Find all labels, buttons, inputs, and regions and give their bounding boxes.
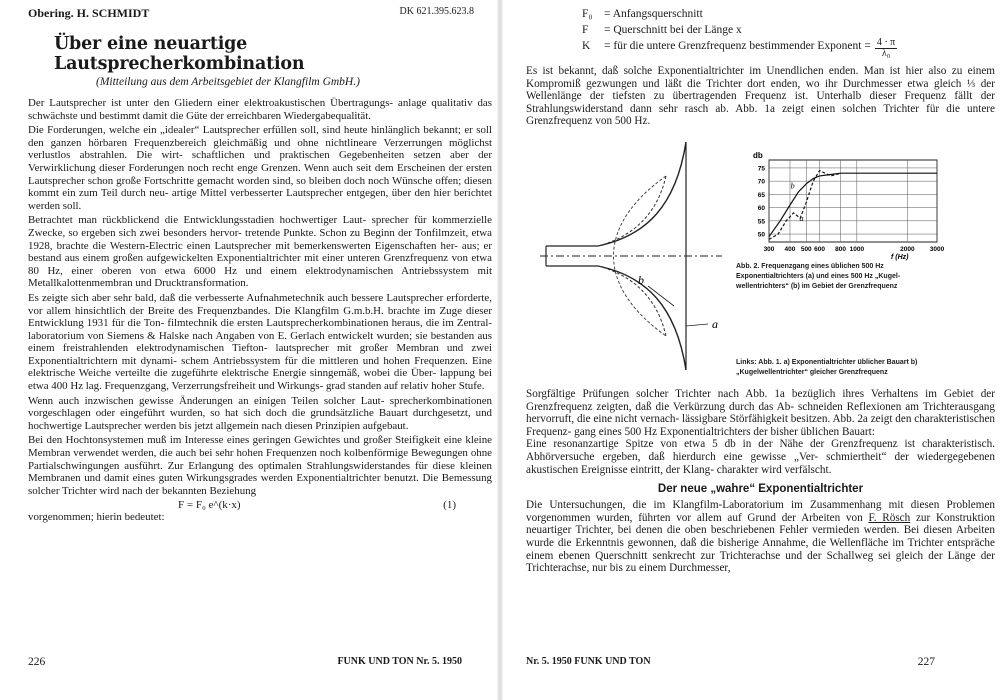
dk-classification: DK 621.395.623.8: [399, 6, 474, 17]
definition-text: = Querschnitt bei der Länge x: [604, 24, 742, 36]
left-page: [0, 0, 500, 700]
x-tick-label: 300: [763, 245, 775, 253]
article-title: Über eine neuartige Lautsprecherkombination: [54, 34, 305, 74]
y-tick-label: 70: [757, 178, 765, 186]
y-tick-label: 50: [757, 231, 765, 239]
chart-frame: [769, 160, 937, 242]
x-tick-label: 2000: [900, 245, 915, 253]
chart-x-ticks: [764, 246, 945, 253]
horn-label-a: a: [712, 316, 718, 331]
series-a-label: a: [799, 213, 804, 223]
definition-row: [582, 38, 995, 59]
article-subtitle: (Mitteilung aus dem Arbeitsgebiet der Klangfilm GmbH.): [96, 76, 360, 88]
chart-x-label: f (Hz): [891, 253, 909, 261]
horn-a-upper: [598, 142, 686, 246]
right-page: [500, 0, 1005, 700]
formula-number: (1): [443, 499, 456, 512]
paragraph: Es ist bekannt, daß solche Exponentialtrichter im Unendlichen enden. Man ist hier also zu einem Kompromiß gezwungen und läßt die Trichter dort enden, wo ihr Durchmesser etwa gleich ⅓ der Wellenlänge der tiefsten zu übertragenden Frequenz ist. Unterhalb dieser Frequenz fällt der Strahlungswiderstand dann sehr rasch ab. Abb. 1a zeigt einen solchen Trichter für die untere Grenzfrequenz von 500 Hz.: [526, 65, 995, 128]
page-number: 227: [917, 656, 935, 668]
definition-symbol: K: [582, 40, 591, 52]
definition-text: = Anfangsquerschnitt: [604, 8, 703, 20]
x-tick-label: 1000: [849, 245, 865, 253]
y-tick-label: 60: [757, 205, 765, 213]
y-tick-label: 65: [757, 191, 765, 199]
paragraph: Die Forderungen, welche ein „idealer“ Lautsprecher erfüllen soll, sind heute hinlänglich bekannt; er soll den ganzen hörbaren Frequenzbereich gleichmäßig und ohne nichtlineare Verzerrungen möglichst verlustlos abstrahlen. Die wirt- schaftlichen und praktischen Gegebenheiten setzen aber der Verwirklichung dieser Forderungen noch recht enge Grenzen. Wenn auch seit dem Erscheinen der ersten Lautsprecher schon große Fortschritte gemacht worden sind, so bleiben doch noch Wünsche offen; diesen kommt ein zum Teil durch neu- artige Mittel verbesserter Lautsprecher entgegen, über den hier berichtet werden soll.: [28, 124, 492, 212]
paragraph: Eine resonanzartige Spitze von etwa 5 db in der Nähe der Grenzfrequenz ist charakteristisch. Abhörversuche ergeben, daß hierdurch eine gewisse „Ver- schmiertheit“ der wiedergegebenen akustischen Ereignisse eintritt, der Klang- charakter wird verfälscht.: [526, 438, 995, 476]
definition-row: [582, 22, 995, 38]
page-number: 226: [28, 656, 46, 668]
section-title: Der neue „wahre“ Exponentialtrichter: [657, 483, 864, 496]
figure-1-caption: Links: Abb. 1. a) Exponentialtrichter üblicher Bauart b) „Kugelwellentrichter“ gleicher Grenzfrequenz: [736, 358, 918, 376]
magazine-name: Nr. 5. 1950 FUNK UND TON: [526, 656, 651, 667]
definition-row: [582, 6, 995, 22]
author-reference: F. Rösch: [868, 511, 911, 524]
frequency-chart: [731, 146, 946, 262]
formula-line: [28, 499, 492, 511]
x-tick-label: 800: [835, 245, 846, 253]
horn-b-lower: [598, 266, 666, 336]
paragraph-part: Die Untersuchungen, die im Klangfilm-Laboratorium im Zusammenhang mit diesen Problemen vorgenommen wurden, führten vor allem auf Grund der Arbeiten von: [526, 499, 995, 524]
paragraph: Bei den Hochtonsystemen muß im Interesse eines geringen Gewichtes und großer Steifigkeit eine kleine Membran verwendet werden, die auch bei sehr hohen Frequenzen noch kolbenförmige Bewegungen ohne Partialschwingungen ausführt. Zur Erlangung des optimalen Strahlungswiderstandes für diese kleinen Membranen und damit eines guten Wirkungsgrades werden Exponentialtrichter benutzt. Die Bemessung solcher Trichter wird nach der bekannten Beziehung: [28, 434, 492, 497]
y-tick-label: 75: [757, 165, 765, 173]
figure-2-caption: Abb. 2. Frequenzgang eines üblichen 500 Hz Exponentialtrichters (a) und eines 500 Hz „Kugel- wellentrichters“ (b) im Gebiet der Grenzfrequenz: [736, 262, 901, 290]
paragraph: Der Lautsprecher ist unter den Gliedern einer elektroakustischen Übertragungs- anlage qualitativ das schwächste und bestimmt damit die Güte der erreichbaren Wiedergabequalität.: [28, 97, 492, 122]
y-tick-label: 55: [757, 218, 765, 226]
chart-y-label: db: [753, 150, 763, 160]
paragraph: Wenn auch inzwischen gewisse Änderungen an einigen Teilen solcher Laut- sprecherkombinationen vorgeschlagen oder eingeführt wurden, so hat sich doch die grundsätzliche Bauart durchgesetzt, und hochwertige Lautsprecher werden bis jetzt allgemein nach diesen Prinzipien aufgebaut.: [28, 394, 492, 432]
x-tick-label: 600: [814, 245, 826, 253]
definition-symbol: F: [582, 24, 589, 36]
definitions: [582, 6, 995, 59]
chart-grid: [769, 160, 937, 242]
paragraph: Es zeigte sich aber sehr bald, daß die verbesserte Aufnahmetechnik auch bessere Lautsprecher erforderte, vor allem hinsichtlich der Breite des Frequenzbandes. Die Klangfilm G.m.b.H. brachte im Zuge dieser Entwicklung 1931 für die Ton- filmtechnik die ersten Lautsprecherkombinationen heraus, die im Zentral- laboratorium von Siemens & Halske nach Angaben von E. Gerlach entwickelt wurden; sie bestanden aus einem freistrahlenden elektrodynamischen Tiefton- lautsprecher mit großer Membran und zwei Exponentialtrichtern mit dynami- schem Antriebssystem für die mittleren und hohen Frequenzen. Eine elektrische Weiche verteilte die zugeführte elektrische Energie sinngemäß, wobei die Über- lappung bei etwa 400 Hz lag. Frequenzgang, Verzerrungsfreiheit und Wirkungs- grad standen auf relativ hoher Stufe.: [28, 291, 492, 393]
chart-y-ticks: [758, 165, 766, 238]
figure-area: [526, 132, 995, 388]
definition-symbol: F₀: [582, 8, 593, 20]
definition-text: = für die untere Grenzfrequenz bestimmender Exponent =: [604, 40, 871, 52]
label-a-leader: [686, 324, 708, 326]
formula: F = F₀ e^(k·x): [178, 499, 241, 512]
x-tick-label: 3000: [929, 245, 945, 253]
horn-diagram: [536, 136, 726, 386]
left-footer: [28, 656, 488, 668]
k-numerator: 4 · π: [876, 37, 896, 48]
paragraph-part: zur Konstruktion neuartiger Trichter, bei denen die oben beschriebenen Fehler vermieden werden. Bei diesen Arbeiten wurde die Erkenntnis gewonnen, daß die bisherige Annahme, die Wellenfläche im Trichter entspräche einem ebenen Querschnitt senkrecht zur Trichterachse und der Schallweg sei gleich der Länge der Trichterachse, nur bis zu einem Durchmesser,: [526, 511, 996, 575]
k-denominator: λ₀: [881, 48, 891, 59]
formula-lead: vorgenommen; hierin bedeutet:: [28, 511, 165, 524]
article-header: [28, 6, 492, 21]
horn-label-b: b: [638, 272, 644, 287]
magazine-name: FUNK UND TON Nr. 5. 1950: [337, 656, 462, 667]
paragraph: [526, 499, 995, 575]
paragraph: Sorgfältige Prüfungen solcher Trichter nach Abb. 1a bezüglich ihres Verhaltens im Gebiet der Grenzfrequenz zeigten, daß die Verkürzung durch das Ab- schneiden Reflexionen am Trichterausgang hervorruft, die eine nicht vernach- lässigbare Störfähigkeit besitzen. Abb. 2a zeigt den charakteristischen Frequenz- gang eines 500 Hz Exponentialtrichters der bisher üblichen Bauart:: [526, 387, 995, 438]
series-b-label: b: [790, 181, 795, 191]
horn-b-upper: [598, 176, 666, 246]
x-tick-label: 400: [784, 245, 796, 253]
author: Obering. H. SCHMIDT: [28, 6, 150, 20]
k-fraction: [875, 38, 897, 59]
x-tick-label: 500: [800, 245, 812, 253]
paragraph: Betrachtet man rückblickend die Entwicklungsstadien hochwertiger Laut- sprecher für kommerzielle Zwecke, so ergeben sich zwei besonders hervor- tretende Punkte. Schon zu Beginn der Tonfilmzeit, etwa 1928, brachte die Western-Electric einen Lautsprecher mit bemerkenswerten Eigenschaften her- aus; er bestand aus einem großen aufgewickelten Exponentialtrichter mit einer unteren Grenzfrequenz von etwa 80 Hz, einer oberen von etwa 6000 Hz und einem elektrodynamischen Antriebssystem mit Metallkalottenmembran und Drucktransformation.: [28, 214, 492, 290]
right-footer: [526, 656, 935, 668]
